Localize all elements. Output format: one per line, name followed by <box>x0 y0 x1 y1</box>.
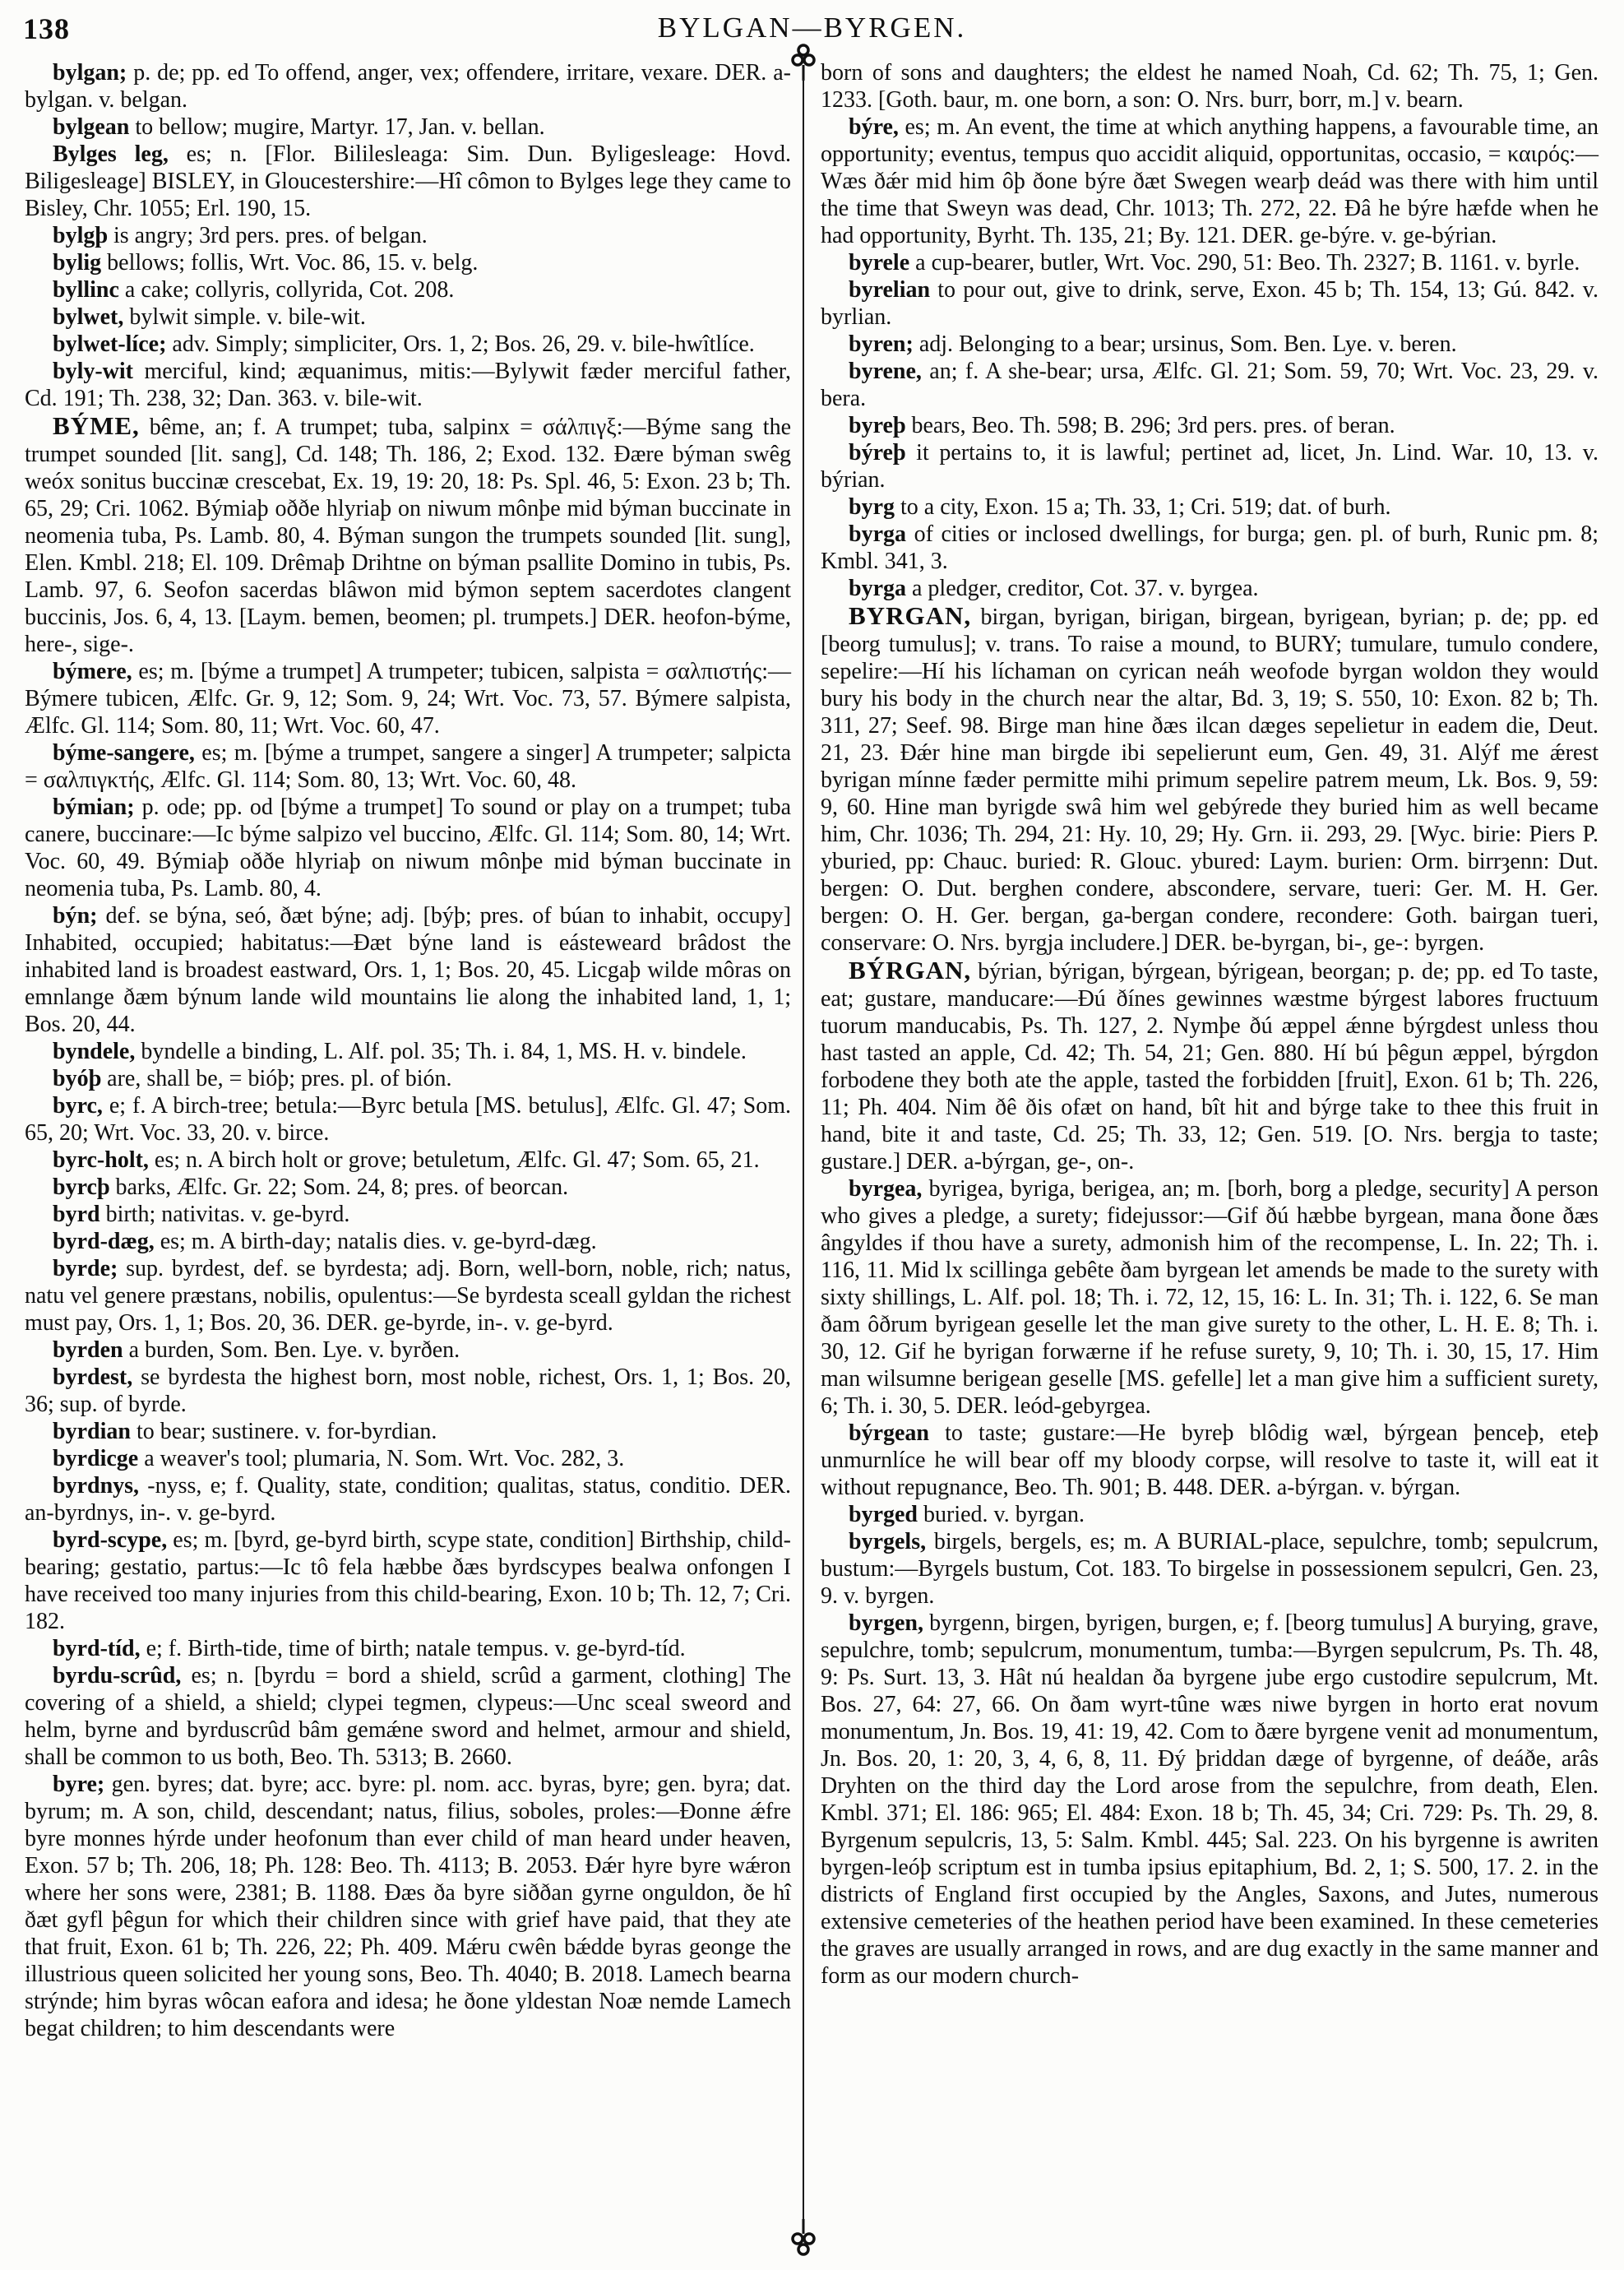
entry-headword: byrga <box>849 521 906 547</box>
dictionary-entry <box>821 1610 1599 1990</box>
entry-headword: byrene, <box>849 359 922 384</box>
entry-body: a cup-bearer, butler, Wrt. Voc. 290, 51: Beo. Th. 2327; B. 1161. v. byrle. <box>909 250 1580 276</box>
dictionary-entry <box>25 331 791 358</box>
entry-headword: byrdnys, <box>53 1473 140 1499</box>
entry-headword: bylwet-líce; <box>53 331 167 357</box>
entry-headword: býme-sangere, <box>53 740 195 766</box>
entry-body: born of sons and daughters; the eldest he named Noah, Cd. 62; Th. 75, 1; Gen. 1233. [Goth. baur, m. one born, a son: O. Nrs. burr, borr, m.] v. bearn. <box>821 60 1599 113</box>
entry-body: buried. v. byrgan. <box>918 1502 1085 1527</box>
dictionary-entry <box>25 1771 791 2042</box>
dictionary-entry <box>25 1445 791 1472</box>
entry-body: es; m. [býme a trumpet] A trumpeter; tubicen, salpista = σαλπιστής:—Býmere tubicen, Ælfc. Gr. 9, 12; Som. 9, 24; Wrt. Voc. 73, 57. Býmere salpista, Ælfc. Gl. 114; Som. 80, 11; Wrt. Voc. 60, 47. <box>25 659 791 739</box>
dictionary-entry <box>821 412 1599 439</box>
entry-body: es; m. An event, the time at which anything happens, a favourable time, an opportunity; eventus, tempus quo accidit aliquid, opportunitas, occasio, = καιρός:—Wæs ðǽr mid him ôþ ðone býre ðæt Swegen wearþ deád was there with him until the time that Sweyn was dead, Chr. 1013; Th. 272, 22. Ðâ he býre hæfde when he had opportunity, Byrht. Th. 135, 21; By. 121. DER. ge-býre. v. ge-býrian. <box>821 114 1599 248</box>
dictionary-entry <box>25 1472 791 1526</box>
entry-body: a weaver's tool; plumaria, N. Som. Wrt. Voc. 282, 3. <box>138 1446 625 1471</box>
page-number: 138 <box>23 12 70 45</box>
entry-headword: byrdian <box>53 1419 131 1444</box>
entry-body: p. ode; pp. od [býme a trumpet] To sound or play on a trumpet; tuba canere, buccinare:—Ic býme salpizo vel buccino, Ælfc. Gl. 114; Som. 80, 14; Wrt. Voc. 60, 49. Býmiaþ oððe hlyriaþ on niwum mônþe mid býman buccinate in neomenia tuba, Ps. Lamb. 80, 4. <box>25 794 791 901</box>
entry-body: birth; nativitas. v. ge-byrd. <box>99 1202 350 1227</box>
entry-body: barks, Ælfc. Gr. 22; Som. 24, 8; pres. of beorcan. <box>109 1174 569 1200</box>
entry-body: is angry; 3rd pers. pres. of belgan. <box>107 223 428 248</box>
dictionary-entry <box>821 358 1599 412</box>
dictionary-entry <box>821 439 1599 493</box>
entry-headword: byre; <box>53 1772 105 1797</box>
dictionary-entry <box>821 1501 1599 1528</box>
dictionary-entry <box>25 358 791 412</box>
entry-body: of cities or inclosed dwellings, for burga; gen. pl. of burh, Runic pm. 8; Kmbl. 341, 3. <box>821 521 1599 574</box>
dictionary-entry <box>25 249 791 276</box>
dictionary-entry <box>25 1147 791 1174</box>
dictionary-entry <box>25 1065 791 1092</box>
entry-body: a burden, Som. Ben. Lye. v. byrðen. <box>123 1337 460 1363</box>
entry-headword: byrgen, <box>849 1610 923 1636</box>
entry-headword: byrgels, <box>849 1529 927 1554</box>
column-right <box>821 59 1599 1990</box>
dictionary-entry <box>25 1337 791 1364</box>
entry-body: e; f. A birch-tree; betula:—Byrc betula [MS. betulus], Ælfc. Gl. 47; Som. 65, 20; Wrt. Voc. 33, 20. v. birce. <box>25 1093 791 1146</box>
dictionary-entry <box>821 957 1599 1175</box>
entry-headword: BÝRGAN, <box>849 956 972 984</box>
dictionary-entry <box>821 249 1599 276</box>
entry-body: es; m. [býme a trumpet, sangere a singer] A trumpeter; salpicta = σαλπιγκτής, Ælfc. Gl. 114; Som. 80, 13; Wrt. Voc. 60, 48. <box>25 740 791 793</box>
dictionary-entry <box>821 602 1599 957</box>
column-left <box>25 59 791 2042</box>
page-title: BYLGAN—BYRGEN. <box>657 12 967 44</box>
entry-body: es; n. [Flor. Bililesleaga: Sim. Dun. Byligesleage: Hovd. Biligesleage] BISLEY, in Gloucestershire:—Hî cômon to Bylges lege they came to Bisley, Chr. 1055; Erl. 190, 15. <box>25 141 791 221</box>
entry-body: it pertains to, it is lawful; pertinet ad, licet, Jn. Lind. War. 10, 13. v. býrian. <box>821 440 1599 493</box>
dictionary-entry <box>25 1174 791 1201</box>
entry-headword: byrd-dæg, <box>53 1229 155 1254</box>
dictionary-entry <box>821 575 1599 602</box>
entry-headword: byrelian <box>849 277 931 303</box>
dictionary-entry <box>25 222 791 249</box>
entry-headword: byóþ <box>53 1066 102 1091</box>
entry-body: bylwit simple. v. bile-wit. <box>123 304 366 330</box>
entry-body: an; f. A she-bear; ursa, Ælfc. Gl. 21; Som. 59, 70; Wrt. Voc. 23, 29. v. bera. <box>821 359 1599 411</box>
entry-headword: býreþ <box>849 440 906 466</box>
entry-headword: byrele <box>849 250 910 276</box>
dictionary-entry <box>821 59 1599 114</box>
dictionary-entry <box>821 1175 1599 1420</box>
dictionary-entry <box>821 1420 1599 1501</box>
entry-headword: Bylges leg, <box>53 141 169 167</box>
entry-headword: byren; <box>849 331 914 357</box>
dictionary-entry <box>821 276 1599 331</box>
entry-headword: byrdu-scrûd, <box>53 1663 182 1689</box>
dictionary-entry <box>821 493 1599 521</box>
entry-body: bears, Beo. Th. 598; B. 296; 3rd pers. pres. of beran. <box>905 413 1395 438</box>
dictionary-entry <box>25 1418 791 1445</box>
entry-body: es; n. A birch holt or grove; betuletum, Ælfc. Gl. 47; Som. 65, 21. <box>148 1147 760 1173</box>
entry-body: birgels, bergels, es; m. A BURIAL-place, sepulchre, tomb; sepulcrum, bustum:—Byrgels bustum, Cot. 183. To birgelse in possessionem sepulcri, Gen. 23, 9. v. byrgen. <box>821 1529 1599 1609</box>
entry-body: e; f. Birth-tide, time of birth; natale tempus. v. ge-byrd-tíd. <box>140 1636 686 1661</box>
entry-body: es; n. [byrdu = bord a shield, scrûd a garment, clothing] The covering of a shield, a shield; clypei tegmen, clypeus:—Unc sceal sweord and helm, byrne and byrduscrûd bâm gemǽne sword and helmet, armour and shield, shall be common to us both, Beo. Th. 5313; B. 2660. <box>25 1663 791 1770</box>
entry-headword: byrcþ <box>53 1174 110 1200</box>
entry-body: are, shall be, = bióþ; pres. pl. of bión. <box>101 1066 452 1091</box>
dictionary-entry <box>25 1255 791 1337</box>
entry-headword: byrdicge <box>53 1446 139 1471</box>
dictionary-entry <box>821 114 1599 249</box>
entry-headword: byrgea, <box>849 1176 923 1202</box>
dictionary-entry <box>25 1662 791 1771</box>
entry-headword: byrc, <box>53 1093 103 1119</box>
dictionary-entry <box>25 1092 791 1147</box>
printer-mark-top <box>789 43 817 81</box>
entry-body: adv. Simply; simpliciter, Ors. 1, 2; Bos. 26, 29. v. bile-hwîtlíce. <box>166 331 755 357</box>
entry-headword: bylgan; <box>53 60 127 86</box>
dictionary-entry <box>25 114 791 141</box>
dictionary-entry <box>25 59 791 114</box>
entry-body: def. se býna, seó, ðæt býne; adj. [býþ; pres. of búan to inhabit, occupy] Inhabited, occupied; habitatus:—Ðæt býne land is eásteweard brâdost the inhabited land is broadest eastward, Ors. 1, 1; Bos. 20, 45. Licgaþ wilde môras on emnlange ðæm býnum lande wild mountains lie along the inhabited land, 1, 1; Bos. 20, 44. <box>25 903 791 1037</box>
dictionary-entry <box>821 1528 1599 1610</box>
entry-body: es; m. [byrd, ge-byrd birth, scype state, condition] Birthship, child-bearing; gestatio, partus:—Ic tô fela hæbbe ðæs byrdscypes bealwa onfongen I have received too many injuries from this child-bearing, Exon. 10 b; Th. 12, 7; Cri. 182. <box>25 1527 791 1634</box>
entry-headword: býmian; <box>53 794 135 820</box>
entry-body: to taste; gustare:—He byreþ blôdig wæl, býrgean þenceþ, eteþ unmurnlíce he will bear off my bloody corpse, will resolve to taste it, will eat it without repugnance, Beo. Th. 901; B. 448. DER. a-býrgan. v. býrgan. <box>821 1420 1599 1500</box>
entry-body: sup. byrdest, def. se byrdesta; adj. Born, well-born, noble, rich; natus, natu vel genere præstans, nobilis, opulentus:—Se byrdesta sceall gyldan the richest must pay, Ors. 1, 1; Bos. 20, 36. DER. ge-byrde, in-. v. ge-byrd. <box>25 1256 791 1336</box>
entry-body: byndelle a binding, L. Alf. pol. 35; Th. i. 84, 1, MS. H. v. bindele. <box>135 1039 747 1064</box>
entry-body: se byrdesta the highest born, most noble, richest, Ors. 1, 1; Bos. 20, 36; sup. of byrde. <box>25 1364 791 1417</box>
entry-headword: býre, <box>849 114 899 140</box>
entry-headword: BYRGAN, <box>849 601 972 630</box>
dictionary-entry <box>821 521 1599 575</box>
dictionary-entry <box>25 412 791 658</box>
entry-headword: bylgean <box>53 114 130 140</box>
dictionary-entry <box>25 794 791 902</box>
entry-body: býrian, býrigan, býrgean, býrigean, beorgan; p. de; pp. ed To taste, eat; gustare, manducare:—Ðú ðínes gewinnes wæstme býrgest labores fructuum tuorum manducabis, Ps. Th. 127, 2. Nymþe ðú æppel ǽnne býrgdest unless thou hast tasted an apple, Cd. 42; Th. 54, 21; Gen. 880. Hí bú þêgun æppel, býrgdon forbodene they both ate the apple, tasted the forbidden [fruit], Exon. 61 b; Th. 226, 11; Ph. 404. Nim ðê ðis ofæt on hand, bît hit and býrge take to thee this fruit in hand, bite it and taste, Cd. 25; Th. 33, 12; Gen. 519. [O. Nrs. bergja to taste; gustare.] DER. a-býrgan, ge-, on-. <box>821 959 1599 1174</box>
entry-headword: BÝME, <box>53 411 140 440</box>
entry-headword: býrgean <box>849 1420 929 1446</box>
entry-headword: bylig <box>53 250 102 276</box>
dictionary-entry <box>25 1038 791 1065</box>
entry-body: adj. Belonging to a bear; ursinus, Som. Ben. Lye. v. beren. <box>913 331 1457 357</box>
entry-body: a pledger, creditor, Cot. 37. v. byrgea. <box>906 576 1259 601</box>
entry-headword: bylwet, <box>53 304 124 330</box>
entry-body: byrigea, byriga, berigea, an; m. [borh, borg a pledge, security] A person who gives a pledge, a surety; fidejussor:—Gif ðú hæbbe byrgean, mana ðone ðæs ângyldes if thou have a surety, admonish him of the recompense, L. In. 22; Th. i. 116, 11. Mid lx scillinga gebête ðam byrgean let amends be made to the surety with sixty shillings, L. Alf. pol. 18; Th. i. 72, 12, 15, 16: L. In. 31; Th. i. 122, 6. Se man ðam ôðrum byrigean geselle let the man give surety to the other, L. H. E. 8; Th. i. 30, 12. Gif he byrigan forwærne if he refuse surety, 9, 10; Th. i. 30, 15, 17. Him man wilsumne berigean geselle [MS. gefelle] let a man give him a sufficient surety, 6; Th. i. 30, 5. DER. leód-gebyrgea. <box>821 1176 1599 1419</box>
entry-headword: byrden <box>53 1337 123 1363</box>
entry-headword: byrdest, <box>53 1364 133 1390</box>
entry-headword: byllinc <box>53 277 119 303</box>
printer-mark-bottom <box>789 2219 817 2257</box>
entry-body: to pour out, give to drink, serve, Exon. 45 b; Th. 154, 13; Gú. 842. v. byrlian. <box>821 277 1599 330</box>
column-divider <box>803 79 804 2222</box>
dictionary-entry <box>25 303 791 331</box>
entry-body: gen. byres; dat. byre; acc. byre: pl. nom. acc. byras, byre; gen. byra; dat. byrum; m. A son, child, descendant; natus, filius, soboles, proles:—Ðonne ǽfre byre monnes hýrde under heofonum than ever child of man heard under heaven, Exon. 57 b; Th. 206, 18; Ph. 128: Beo. Th. 4113; B. 2053. Ðǽr hyre byre wǽron where her sons were, 2381; B. 1188. Ðæs ða byre siððan gyrne onguldon, ðe hî ðæt gyfl þêgun for which their children since with grief have paid, that they ate that fruit, Exon. 61 b; Th. 226, 22; Ph. 409. Mǽru cwên bǽdde byras geonge the illustrious queen solicited her young sons, Beo. Th. 4040; B. 2018. Lamech bearna strýnde; him byras wôcan eafora and idesa; he ðone yldestan Noæ nemde Lamech begat children; to him descendants were <box>25 1772 791 2041</box>
entry-body: to bear; sustinere. v. for-byrdian. <box>130 1419 437 1444</box>
entry-headword: byrd-tíd, <box>53 1636 141 1661</box>
dictionary-entry <box>25 1635 791 1662</box>
dictionary-entry <box>25 902 791 1038</box>
entry-headword: býmere, <box>53 659 132 684</box>
entry-body: -nyss, e; f. Quality, state, condition; qualitas, status, conditio. DER. an-byrdnys, in-. v. ge-byrd. <box>25 1473 791 1526</box>
entry-body: byrgenn, birgen, byrigen, burgen, e; f. [beorg tumulus] A burying, grave, sepulchre, tomb; sepulcrum, monumentum, tumba:—Byrgen sepulcrum, Ps. Th. 48, 9: Ps. Surt. 13, 3. Hât nú healdan ða byrgene jube ergo custodire sepulcrum, Mt. Bos. 27, 64: 27, 66. On ðam wyrt-tûne wæs niwe byrgen in horto erat novum monumentum, Jn. Bos. 19, 41: 19, 42. Com to ðære byrgene venit ad monumentum, Jn. Bos. 20, 1: 20, 3, 4, 6, 8, 11. Ðý þriddan dæge of byrgenne, of deáðe, arâs Dryhten on the third day the Lord arose from the sepulchre, from death, Elen. Kmbl. 371; El. 186: 965; El. 484: Exon. 18 b; Th. 45, 34; Cri. 729: Ps. Th. 29, 8. Byrgenum sepulcris, 13, 5: Salm. Kmbl. 445; Sal. 223. On his byrgenne is awriten byrgen-leóþ scriptum est in tumba ipsius epitaphium, Bd. 2, 1; S. 500, 17. 2. in the districts of England first occupied by the Angles, Saxons, and Jutes, numerous extensive cemeteries of the heathen period have been examined. In these cemeteries the graves are usually arranged in rows, and are dug exactly in the same manner and form as our modern church- <box>821 1610 1599 1989</box>
dictionary-entry <box>25 739 791 794</box>
entry-headword: byrde; <box>53 1256 118 1281</box>
dictionary-entry <box>25 1526 791 1635</box>
entry-body: es; m. A birth-day; natalis dies. v. ge-byrd-dæg. <box>154 1229 597 1254</box>
entry-body: bême, an; f. A trumpet; tuba, salpinx = σάλπιγξ:—Býme sang the trumpet sounded [lit. sang], Cd. 148; Th. 186, 2; Exod. 132. Ðære býman swêg weóx sonitus buccinæ crescebat, Ex. 19, 19: 20, 18: Ps. Spl. 46, 5: Exon. 23 b; Th. 65, 29; Cri. 1062. Býmiaþ oððe hlyriaþ on niwum mônþe mid býman buccinate in neomenia tuba, Ps. Lamb. 80, 4. Býman sungon the trumpets sounded [lit. sung], Elen. Kmbl. 218; El. 109. Drêmaþ Drihtne on býman psallite Domino in tubis, Ps. Lamb. 97, 6. Seofon sacerdas blâwon mid býmon septem sacerdotes clangent buccinis, Jos. 6, 4, 13. [Laym. bemen, beomen; pl. trumpets.] DER. heofon-býme, here-, sige-. <box>25 415 791 657</box>
entry-body: p. de; pp. ed To offend, anger, vex; offendere, irritare, vexare. DER. a-bylgan. v. belgan. <box>25 60 791 113</box>
entry-headword: býn; <box>53 903 98 929</box>
dictionary-entry <box>25 658 791 739</box>
entry-body: to bellow; mugire, Martyr. 17, Jan. v. bellan. <box>129 114 545 140</box>
entry-headword: byly-wit <box>53 359 133 384</box>
entry-headword: byrged <box>849 1502 918 1527</box>
entry-headword: byreþ <box>849 413 906 438</box>
entry-body: a cake; collyris, collyrida, Cot. 208. <box>118 277 455 303</box>
entry-headword: byndele, <box>53 1039 136 1064</box>
entry-headword: bylgþ <box>53 223 108 248</box>
dictionary-entry <box>25 1228 791 1255</box>
entry-headword: byrg <box>849 494 895 520</box>
entry-body: merciful, kind; æquanimus, mitis:—Bylywit fæder merciful father, Cd. 191; Th. 238, 32; Dan. 363. v. bile-wit. <box>25 359 791 411</box>
dictionary-entry <box>25 276 791 303</box>
dictionary-entry <box>821 331 1599 358</box>
entry-body: birgan, byrigan, birigan, birgean, byrigean, byrian; p. de; pp. ed [beorg tumulus]; v. trans. To raise a mound, to BURY; tumulare, tumulo condere, sepelire:—Hí his líchaman on cyrican neáh weofode byrgan woldon they would bury his body in the church near the altar, Bd. 3, 19; S. 550, 10: Exon. 82 b; Th. 311, 27; Seef. 98. Birge man hine ðæs ilcan dæges sepelietur in eadem die, Deut. 21, 23. Ðǽr hine man birgde ibi sepelierunt eum, Gen. 49, 31. Alýf me ǽrest byrigan mínne fæder permitte mihi primum sepelire patrem meum, Lk. Bos. 9, 59: 9, 60. Hine man byrigde swâ him wel gebýrede they buried him as well became him, Chr. 1036; Th. 294, 21: Hy. 10, 29; Hy. Grn. ii. 293, 29. [Wyc. birie: Piers P. yburied, pp: Chauc. buried: R. Glouc. ybured: Laym. burien: Orm. birrȝenn: Dut. bergen: O. Dut. berghen condere, abscondere, servare, tueri: Ger. M. H. Ger. bergen: O. H. Ger. bergan, ga-bergan condere, recondere: Goth. bairgan tueri, conservare: O. Nrs. byrgja includere.] DER. be-byrgan, bi-, ge-: byrgen. <box>821 605 1599 956</box>
dictionary-entry <box>25 1364 791 1418</box>
dictionary-entry <box>25 141 791 222</box>
entry-headword: byrc-holt, <box>53 1147 149 1173</box>
entry-headword: byrd <box>53 1202 100 1227</box>
dictionary-entry <box>25 1201 791 1228</box>
entry-headword: byrga <box>849 576 906 601</box>
entry-body: to a city, Exon. 15 a; Th. 33, 1; Cri. 519; dat. of burh. <box>895 494 1391 520</box>
entry-body: bellows; follis, Wrt. Voc. 86, 15. v. belg. <box>101 250 479 276</box>
entry-headword: byrd-scype, <box>53 1527 168 1553</box>
